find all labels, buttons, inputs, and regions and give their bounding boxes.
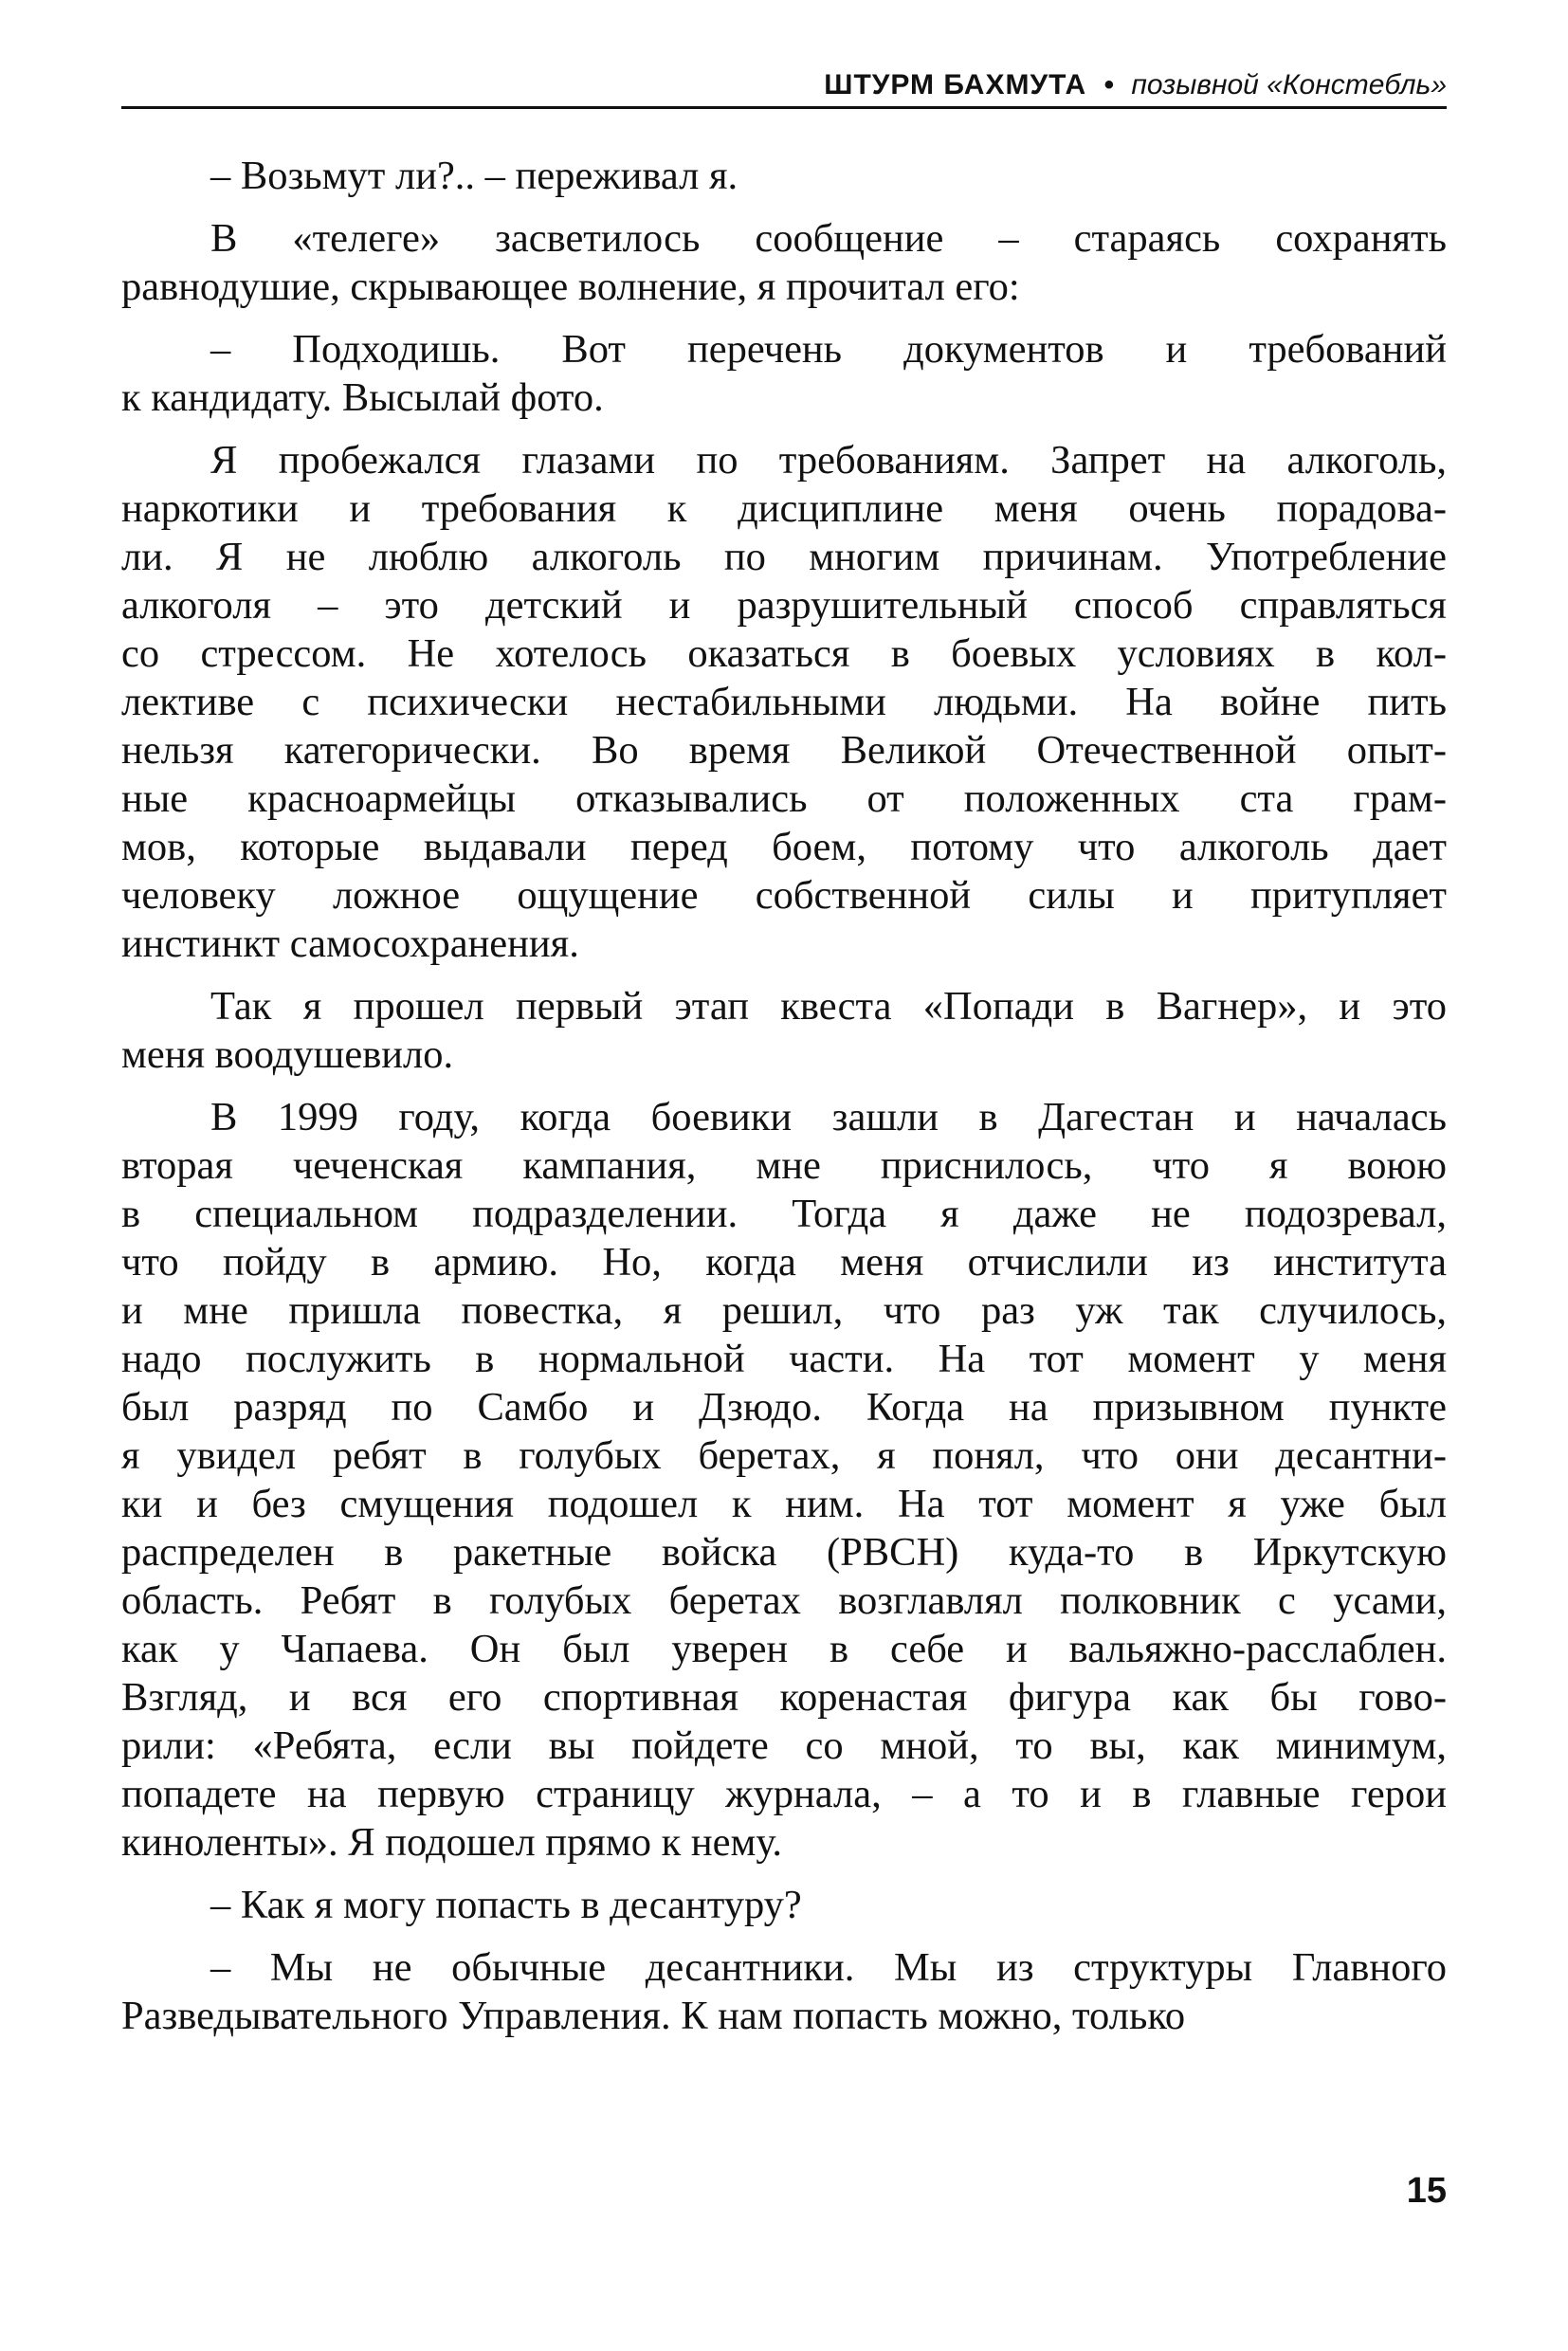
paragraph: [121, 1093, 1447, 1867]
text-line: В «телеге» засветилось сообщение – стараясь сохранять: [210, 216, 1447, 261]
text-line: мов, которые выдавали перед боем, потому что алкоголь дает: [121, 825, 1447, 869]
text-line: – Возьмут ли?.. – переживал я.: [210, 154, 738, 198]
paragraph: [121, 214, 1447, 311]
paragraph: [121, 325, 1447, 422]
text-line: алкоголя – это детский и разрушительный способ справляться: [121, 583, 1447, 628]
header-separator: •: [1103, 69, 1115, 100]
page-number: 15: [1406, 2171, 1447, 2211]
text-line: – Подходишь. Вот перечень документов и требований: [210, 327, 1447, 372]
text-line: лективе с психически нестабильными людьми. На войне пить: [121, 680, 1447, 724]
text-line: ли. Я не люблю алкоголь по многим причинам. Употребление: [121, 535, 1447, 579]
body-text: [121, 152, 1447, 2054]
text-line: наркотики и требования к дисциплине меня очень порадова-: [121, 486, 1447, 531]
text-line: В 1999 году, когда боевики зашли в Дагестан и началась: [210, 1095, 1447, 1139]
text-line: равнодушие, скрывающее волнение, я прочитал его:: [121, 264, 1020, 309]
text-line: надо послужить в нормальной части. На тот момент у меня: [121, 1337, 1447, 1381]
text-line: попадете на первую страницу журнала, – а то и в главные герои: [121, 1772, 1447, 1816]
text-line: я увидел ребят в голубых беретах, я понял, что они десантни-: [121, 1433, 1447, 1478]
text-line: ки и без смущения подошел к ним. На тот момент я уже был: [121, 1482, 1447, 1526]
text-line: киноленты». Я подошел прямо к нему.: [121, 1820, 783, 1865]
text-line: что пойду в армию. Но, когда меня отчислили из института: [121, 1240, 1447, 1285]
book-subtitle: позывной «Констебль»: [1131, 69, 1447, 100]
header-rule: [121, 106, 1447, 109]
paragraph: [121, 1881, 1447, 1929]
paragraph: [121, 436, 1447, 968]
text-line: распределен в ракетные войска (РВСН) куда-то в Иркутскую: [121, 1530, 1447, 1575]
text-line: был разряд по Самбо и Дзюдо. Когда на призывном пункте: [121, 1385, 1447, 1430]
text-line: – Мы не обычные десантники. Мы из структуры Главного: [210, 1945, 1447, 1990]
text-line: меня воодушевило.: [121, 1032, 454, 1077]
text-line: в специальном подразделении. Тогда я даже не подозревал,: [121, 1192, 1447, 1236]
text-line: к кандидату. Высылай фото.: [121, 375, 604, 420]
text-line: – Как я могу попасть в десантуру?: [210, 1883, 802, 1927]
text-line: со стрессом. Не хотелось оказаться в боевых условиях в кол-: [121, 631, 1447, 676]
running-header: [121, 66, 1447, 104]
text-line: Разведывательного Управления. К нам попасть можно, только: [121, 1994, 1186, 2038]
text-line: рили: «Ребята, если вы пойдете со мной, то вы, как минимум,: [121, 1723, 1447, 1768]
text-line: Взгляд, и вся его спортивная коренастая фигура как бы гово-: [121, 1675, 1447, 1720]
text-line: область. Ребят в голубых беретах возглавлял полковник с усами,: [121, 1578, 1447, 1623]
paragraph: [121, 152, 1447, 200]
text-line: и мне пришла повестка, я решил, что раз уж так случилось,: [121, 1288, 1447, 1333]
text-line: ные красноармейцы отказывались от положенных ста грам-: [121, 776, 1447, 821]
paragraph: [121, 982, 1447, 1079]
text-line: человеку ложное ощущение собственной силы и притупляет: [121, 873, 1447, 918]
text-line: Я пробежался глазами по требованиям. Запрет на алкоголь,: [210, 438, 1447, 483]
text-line: инстинкт самосохранения.: [121, 921, 579, 966]
paragraph: [121, 1943, 1447, 2040]
text-line: нельзя категорически. Во время Великой Отечественной опыт-: [121, 728, 1447, 773]
text-line: как у Чапаева. Он был уверен в себе и вальяжно-расслаблен.: [121, 1627, 1447, 1671]
text-line: вторая чеченская кампания, мне приснилось, что я воюю: [121, 1143, 1447, 1188]
text-line: Так я прошел первый этап квеста «Попади в Вагнер», и это: [210, 984, 1447, 1029]
book-title: ШТУРМ БАХМУТА: [824, 69, 1087, 100]
